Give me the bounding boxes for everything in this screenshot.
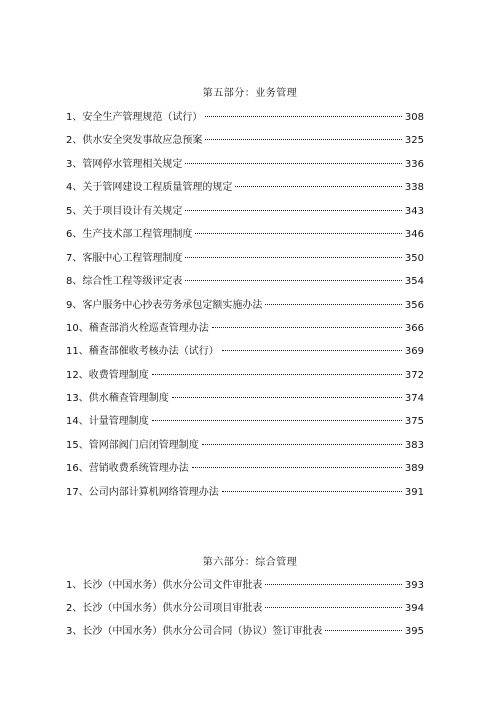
toc-entry[interactable]	[66, 296, 424, 310]
toc-entry-title: 14、计量管理制度	[66, 416, 149, 427]
toc-entry[interactable]	[66, 622, 424, 636]
toc-page-number: 369	[404, 346, 424, 357]
toc-page-number: 343	[404, 206, 424, 217]
toc-entry[interactable]	[66, 412, 424, 426]
dot-leader	[222, 491, 402, 492]
toc-page-number: 389	[404, 463, 424, 474]
toc-entry-title: 7、客服中心工程管理制度	[66, 253, 183, 264]
section-title: 第六部分：综合管理	[202, 557, 298, 568]
toc-entry[interactable]	[66, 319, 424, 333]
toc-page-number: 375	[404, 416, 424, 427]
toc-entry-title: 6、生产技术部工程管理制度	[66, 229, 193, 240]
toc-page-number: 336	[404, 159, 424, 170]
toc-entry-title: 2、长沙（中国水务）供水分公司项目审批表	[66, 603, 263, 614]
toc-entry[interactable]	[66, 389, 424, 403]
toc-entry[interactable]	[66, 483, 424, 497]
dot-leader	[185, 210, 402, 211]
dot-leader	[212, 327, 402, 328]
dot-leader	[265, 607, 402, 608]
toc-entry[interactable]	[66, 178, 424, 192]
dot-leader	[185, 163, 402, 164]
toc-page-number: 383	[404, 440, 424, 451]
toc-entry[interactable]	[66, 366, 424, 380]
dot-leader	[185, 257, 402, 258]
toc-entry[interactable]	[66, 436, 424, 450]
toc-entry-title: 3、管网停水管理相关规定	[66, 159, 183, 170]
toc-page-number: 356	[404, 300, 424, 311]
toc-entry[interactable]	[66, 108, 424, 122]
toc-entry[interactable]	[66, 225, 424, 239]
toc-page-number: 354	[404, 276, 424, 287]
dot-leader	[185, 280, 402, 281]
section-title: 第五部分：业务管理	[202, 88, 298, 99]
toc-page-number: 366	[404, 323, 424, 334]
dot-leader	[192, 467, 402, 468]
toc-entry[interactable]	[66, 342, 424, 356]
dot-leader	[152, 420, 402, 421]
toc-entry-title: 12、收费管理制度	[66, 370, 149, 381]
dot-leader	[265, 304, 402, 305]
dot-leader	[202, 444, 402, 445]
dot-leader	[172, 397, 402, 398]
toc-entry-title: 3、长沙（中国水务）供水分公司合同（协议）签订审批表	[66, 626, 323, 637]
dot-leader	[152, 374, 402, 375]
toc-entry-title: 4、关于管网建设工程质量管理的规定	[66, 182, 233, 193]
toc-page-number: 338	[404, 182, 424, 193]
toc-entry-title: 15、管网部阀门启闭管理制度	[66, 440, 199, 451]
toc-entry[interactable]	[66, 249, 424, 263]
toc-entry-title: 1、安全生产管理规范（试行）	[66, 112, 203, 123]
dot-leader	[265, 584, 402, 585]
toc-entry-title: 8、综合性工程等级评定表	[66, 276, 183, 287]
toc-entry-title: 13、供水稽查管理制度	[66, 393, 169, 404]
dot-leader	[205, 116, 402, 117]
toc-entry-title: 1、长沙（中国水务）供水分公司文件审批表	[66, 580, 263, 591]
toc-page-number: 350	[404, 253, 424, 264]
toc-entry-title: 17、公司内部计算机网络管理办法	[66, 487, 219, 498]
toc-page-number: 393	[404, 580, 424, 591]
toc-page-number: 395	[404, 626, 424, 637]
toc-entry-title: 2、供水安全突发事故应急预案	[66, 135, 203, 146]
toc-page-number: 372	[404, 370, 424, 381]
dot-leader	[205, 139, 402, 140]
dot-leader	[325, 630, 402, 631]
toc-entry[interactable]	[66, 272, 424, 286]
toc-page-number: 346	[404, 229, 424, 240]
toc-page-number: 325	[404, 135, 424, 146]
toc-entry-title: 11、稽查部催收考核办法（试行）	[66, 346, 219, 357]
toc-entry[interactable]	[66, 576, 424, 590]
toc-page-number: 308	[404, 112, 424, 123]
toc-entry[interactable]	[66, 599, 424, 613]
toc-entry[interactable]	[66, 202, 424, 216]
toc-page-number: 374	[404, 393, 424, 404]
toc-page-number: 391	[404, 487, 424, 498]
toc-entry[interactable]	[66, 155, 424, 169]
toc-entry[interactable]	[66, 459, 424, 473]
toc-entry-title: 16、营销收费系统管理办法	[66, 463, 189, 474]
dot-leader	[235, 186, 402, 187]
toc-entry-title: 10、稽查部消火栓巡查管理办法	[66, 323, 209, 334]
toc-entry-title: 9、客户服务中心抄表劳务承包定额实施办法	[66, 300, 263, 311]
dot-leader	[195, 233, 402, 234]
dot-leader	[222, 350, 402, 351]
toc-entry[interactable]	[66, 131, 424, 145]
toc-page-number: 394	[404, 603, 424, 614]
toc-entry-title: 5、关于项目设计有关规定	[66, 206, 183, 217]
